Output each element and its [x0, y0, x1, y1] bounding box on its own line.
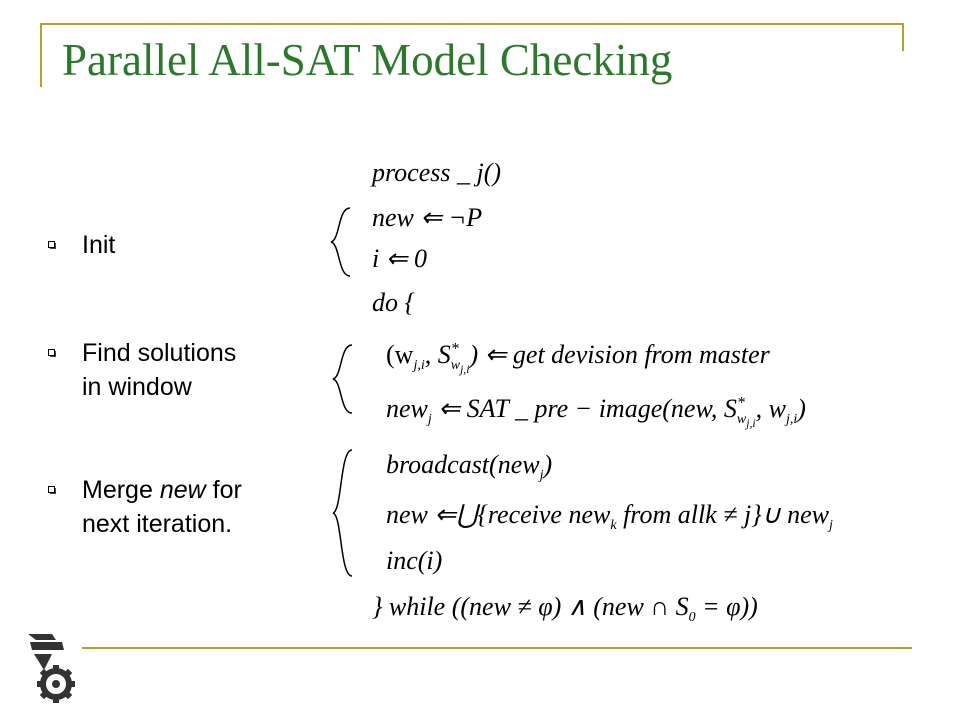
bullet-square-icon	[48, 241, 55, 248]
bullet-line-2: in window	[82, 373, 192, 401]
formula-get-devision: ($w_{j,i}$, $S^*_{w_{j,i}}$) ⇐ get devision from master	[386, 340, 770, 376]
brace-find	[330, 343, 356, 415]
right-frame-tick	[902, 23, 904, 51]
formula-broadcast: broadcast(new$_j$)	[386, 450, 553, 484]
formula-inc: inc(i)	[386, 546, 443, 575]
formula-receive: new ⇐⋃{receive new$_k$ from allk ≠ j}∪ new$_j$	[386, 500, 833, 534]
bottom-frame-line	[82, 647, 912, 649]
formula-process-j: process _ j()	[372, 158, 502, 187]
bullet-line-1-em: new	[159, 476, 206, 504]
formula-do: do {	[372, 288, 415, 317]
formula-new-assign: new ⇐ ¬P	[372, 203, 483, 232]
technion-logo-icon	[22, 630, 84, 704]
bullet-square-icon	[48, 349, 55, 356]
bullet-line-1-post: for	[205, 476, 242, 504]
bullet-text	[82, 336, 236, 404]
bullet-line-1-pre: Merge	[82, 476, 160, 504]
left-frame-line	[40, 23, 42, 87]
bullet-text: Init	[82, 231, 116, 259]
bullet-line-2: next iteration.	[82, 510, 233, 538]
bullet-line-1: Find solutions	[82, 339, 237, 367]
slide-title: Parallel All-SAT Model Checking	[62, 35, 673, 85]
formula-i-assign: i ⇐ 0	[372, 244, 428, 273]
formula-sat-preimage: new$_j$ ⇐ SAT _ pre − image(new, $S^*_{w_{j,i}}$, $w_{j,i}$)	[386, 394, 806, 430]
brace-merge	[330, 448, 356, 578]
brace-init	[328, 206, 354, 278]
formula-while: } while ((new ≠ φ) ∧ (new ∩ $S_0 = \varphi$))	[372, 592, 758, 626]
bullet-square-icon	[48, 486, 55, 493]
bullet-text	[82, 473, 242, 541]
top-frame-line	[40, 23, 904, 25]
